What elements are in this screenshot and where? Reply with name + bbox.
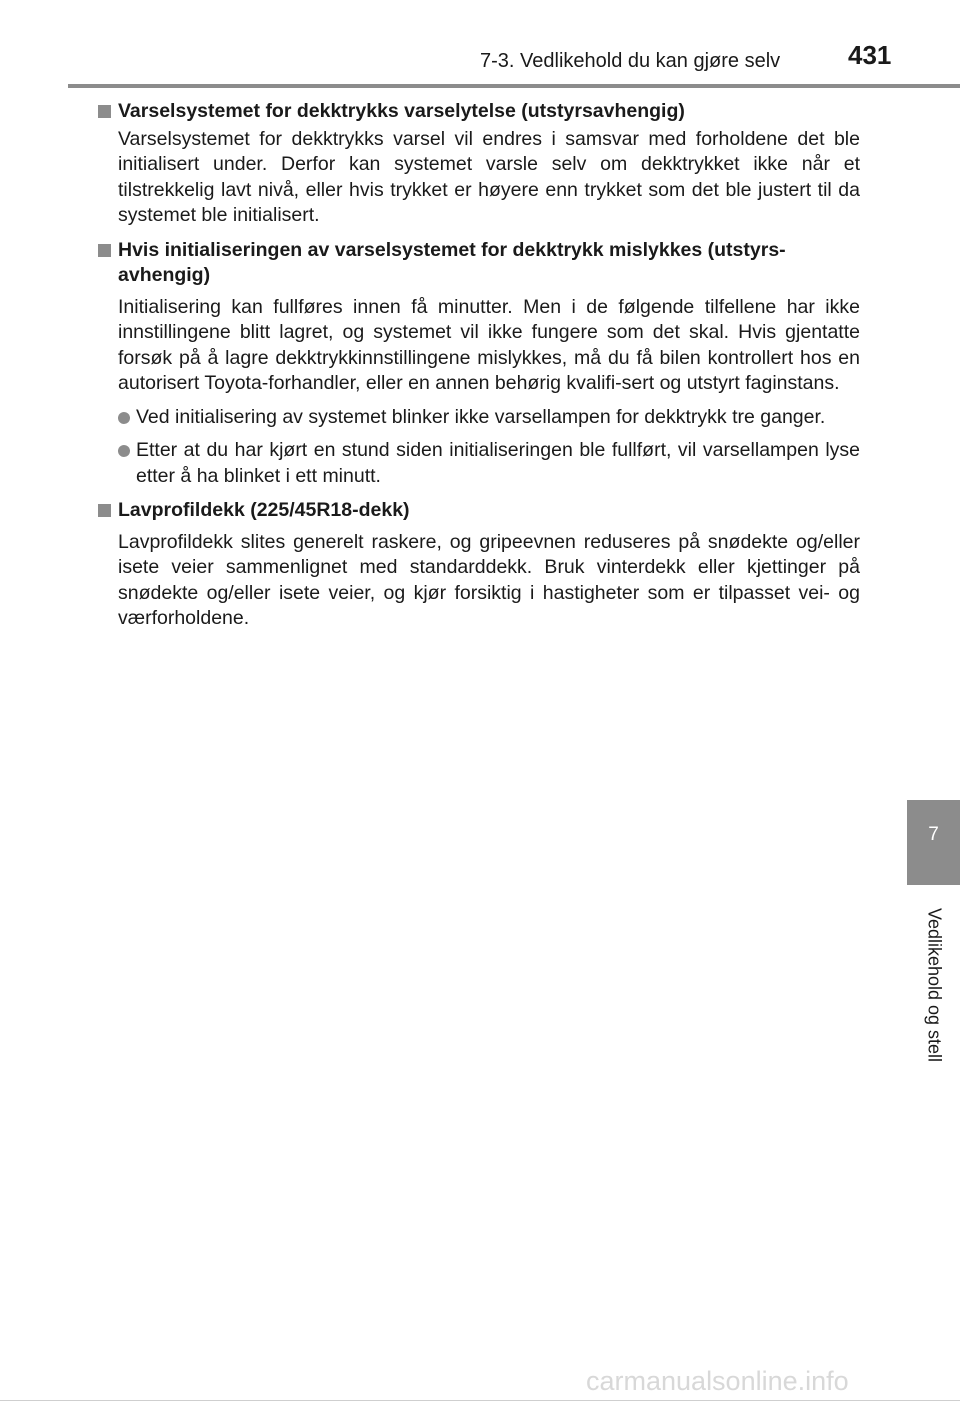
section-paragraph: Lavprofildekk slites generelt raskere, og gripeevnen reduseres på snødekte og/eller isete veier sammenlignet med standarddekk. Bruk vinterdekk eller kjettinger på snødekte og/eller isete veier, og kjør forsiktig i hastigheter som er tilpasset vei- og værforholdene. [118,530,860,629]
page-number: 431 [848,40,892,70]
chapter-label: Vedlikehold og stell [924,907,945,1063]
round-bullet-icon [118,412,130,424]
section-paragraph: Initialisering kan fullføres innen få minutter. Men i de følgende tilfellene har ikke innstillingene blitt lagret, og systemet vil ikke fungere som det skal. Hvis gjentatte forsøk på å lagre dekktrykkinnstillingene mislykkes, må du få bilen kontrollert hos en autorisert Toyota-forhandler, eller en annen behørig kvalifi-sert og utstyrt faginstans. [118,295,860,394]
round-bullet-icon [118,445,130,457]
list-item-text: Ved initialisering av systemet blinker ikke varsellampen for dekktrykk tre ganger. [136,405,826,428]
watermark: carmanualsonline.info [586,1366,849,1396]
square-bullet-icon [98,105,111,118]
page-content [98,94,860,632]
chapter-number: 7 [928,824,939,845]
section-heading-text: Lavprofildekk (225/45R18-dekk) [118,499,410,521]
section-heading-text: Varselsystemet for dekktrykks varselytelse (utstyrsavhengig) [118,100,685,122]
header-section-title: 7-3. Vedlikehold du kan gjøre selv [480,50,781,72]
header-divider [68,84,960,88]
list-item [98,438,860,489]
section-heading-text: Hvis initialiseringen av varselsystemet for dekktrykk mislykkes (utstyrs-avhengig) [118,238,786,286]
chapter-tab [907,800,960,885]
square-bullet-icon [98,504,111,517]
list-item [98,405,860,431]
section-paragraph: Varselsystemet for dekktrykks varsel vil endres i samsvar med forholdene det ble initialisert under. Derfor kan systemet varsle selv om dekktrykket ikke når et tilstrekkelig lavt nivå, eller hvis trykket er høyere enn trykket som det ble justert til da systemet ble initialisert. [118,127,860,226]
square-bullet-icon [98,244,111,257]
section-heading [98,498,860,524]
section-heading [98,238,860,289]
list-item-text: Etter at du har kjørt en stund siden initialiseringen ble fullført, vil varsellampen lyse etter å ha blinket i ett minutt. [136,439,860,487]
footer-divider [0,1400,960,1401]
section-heading [98,99,860,125]
